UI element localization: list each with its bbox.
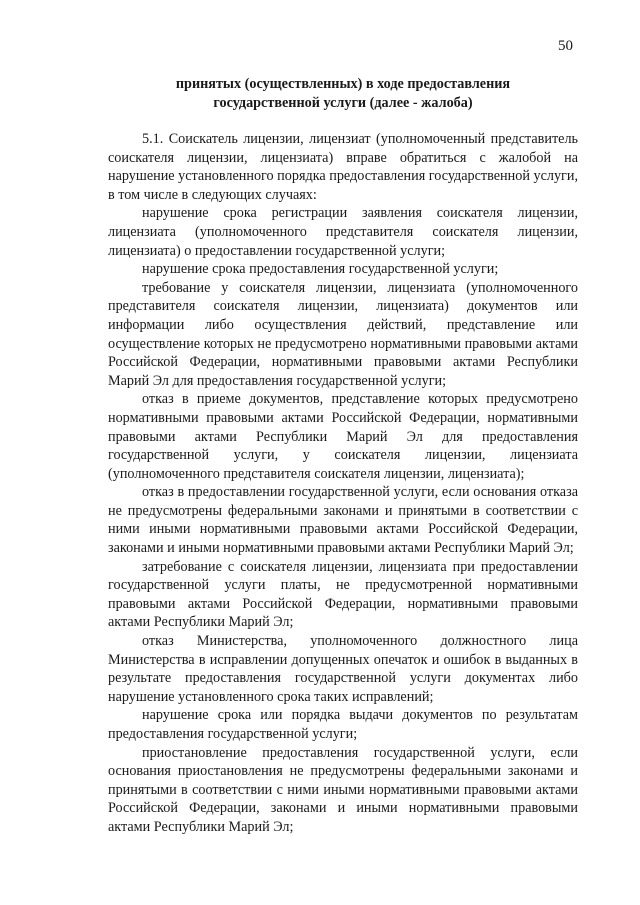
heading-line-2: государственной услуги (далее - жалоба) [213,95,473,111]
page-number: 50 [558,38,573,54]
paragraph-5-1: 5.1. Соискатель лицензии, лицензиат (уполномоченный представитель соискателя лицензии, лицензиата) вправе обратиться с жалобой на нарушение установленного порядка предоставления государственной услуги, в том числе в следующих случаях: [108,131,578,203]
paragraph: приостановление предоставления государственной услуги, если основания приостановления не предусмотрены федеральными законами и принятыми в соответствии с ними иными нормативными правовыми актами Российской Федерации, законами и иными нормативными правовыми актами Республики Марий Эл; [108,744,578,835]
paragraph: затребование с соискателя лицензии, лицензиата при предоставлении государственной услуги платы, не предусмотренной нормативными правовыми актами Российской Федерации, нормативными правовыми актами Республики Марий Эл; [108,558,578,631]
paragraph: нарушение срока предоставления государственной услуги; [142,261,499,278]
document-body [108,130,578,837]
paragraph: нарушение срока или порядка выдачи документов по результатам предоставления государственной услуги; [108,707,578,742]
heading-line-1: принятых (осуществленных) в ходе предоставления [175,76,511,92]
paragraph: нарушение срока регистрации заявления соискателя лицензии, лицензиата (уполномоченного представителя соискателя лицензии, лицензиата) о предоставлении государственной услуги; [108,205,578,259]
paragraph: требование у соискателя лицензии, лицензиата (уполномоченного представителя соискателя лицензии, лицензиата) документов или информации либо осуществления действий, представление или осуществление которых не предусмотрено нормативными правовыми актами Российской Федерации, нормативными правовыми актами Республики Марий Эл для предоставления государственной услуги; [108,279,578,389]
paragraph: отказ Министерства, уполномоченного должностного лица Министерства в исправлении допущенных опечаток и ошибок в выданных в результате предоставления государственной услуги документах либо нарушение установленного срока таких исправлений; [108,633,578,705]
paragraph: отказ в приеме документов, представление которых предусмотрено нормативными правовыми актами Российской Федерации, нормативными правовыми актами Республики Марий Эл для предоставления государственной услуги, у соискателя лицензии, лицензиата (уполномоченного представителя соискателя лицензии, лицензиата); [108,391,578,482]
paragraph: отказ в предоставлении государственной услуги, если основания отказа не предусмотрены федеральными законами и принятыми в соответствии с ними иными нормативными правовыми актами Российской Федерации, законами и иными нормативными правовыми актами Республики Марий Эл; [108,484,578,557]
section-heading [108,75,578,113]
